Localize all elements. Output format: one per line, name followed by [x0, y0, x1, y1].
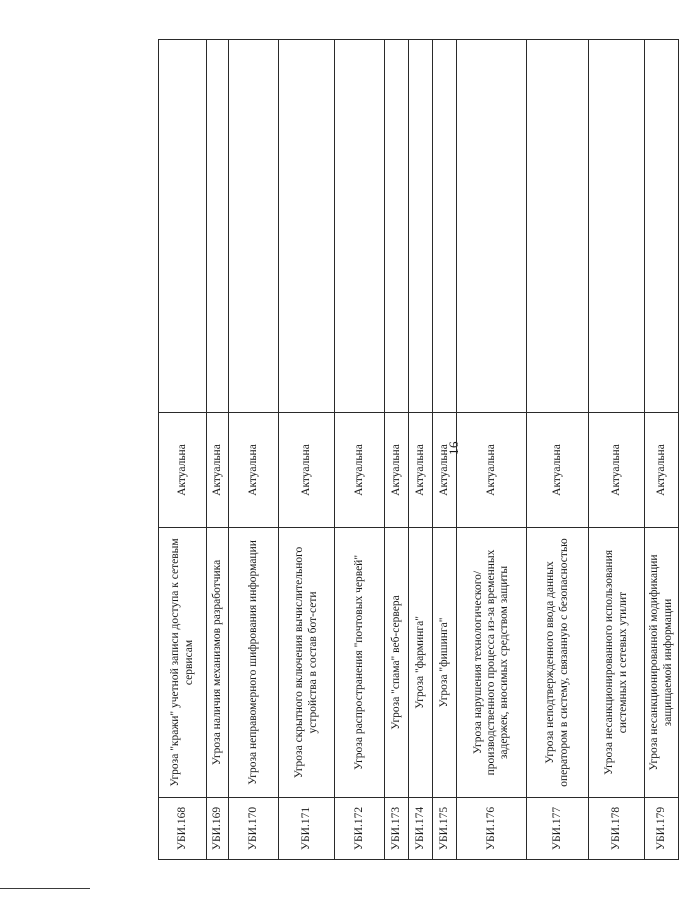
- empty-cell: [229, 40, 279, 413]
- threat-name: Угроза распространения "почтовых червей": [335, 528, 385, 798]
- empty-cell: [457, 40, 527, 413]
- threat-status: Актуальна: [335, 413, 385, 528]
- threat-id: УБИ.177: [527, 798, 589, 860]
- table-row: [645, 40, 679, 860]
- threat-id: УБИ.170: [229, 798, 279, 860]
- threat-id: УБИ.169: [207, 798, 229, 860]
- threat-status: Актуальна: [409, 413, 433, 528]
- threat-status: Актуальна: [589, 413, 645, 528]
- table-row: [457, 40, 527, 860]
- table-row: [229, 40, 279, 860]
- threat-name: Угроза наличия механизмов разработчика: [207, 528, 229, 798]
- page-number: 16: [446, 441, 461, 455]
- threat-status: Актуальна: [527, 413, 589, 528]
- threat-name: Угроза скрытного включения вычислительного устройства в состав бот-сети: [279, 528, 335, 798]
- threat-status: Актуальна: [433, 413, 457, 528]
- threat-status: Актуальна: [279, 413, 335, 528]
- threat-name: Угроза "кражи" учетной записи доступа к сетевым сервисам: [159, 528, 207, 798]
- empty-cell: [159, 40, 207, 413]
- threat-name: Угроза несанкционированной модификации защищаемой информации: [645, 528, 679, 798]
- empty-cell: [433, 40, 457, 413]
- table-row: [385, 40, 409, 860]
- table-row: [335, 40, 385, 860]
- threat-name: Угроза несанкционированного использования системных и сетевых утилит: [589, 528, 645, 798]
- empty-cell: [409, 40, 433, 413]
- empty-cell: [335, 40, 385, 413]
- threat-id: УБИ.179: [645, 798, 679, 860]
- threat-id: УБИ.174: [409, 798, 433, 860]
- empty-cell: [589, 40, 645, 413]
- threat-name: Угроза нарушения технологического/производственного процесса из-за временных задержек, вносимых средством защиты: [457, 528, 527, 798]
- threat-name: Угроза неправомерного шифрования информации: [229, 528, 279, 798]
- threat-status: Актуальна: [457, 413, 527, 528]
- threats-table: [158, 39, 679, 860]
- empty-cell: [207, 40, 229, 413]
- table-row: [279, 40, 335, 860]
- threat-status: Актуальна: [159, 413, 207, 528]
- threat-status: Актуальна: [229, 413, 279, 528]
- threats-table-container: [158, 40, 678, 860]
- table-row: [589, 40, 645, 860]
- empty-cell: [527, 40, 589, 413]
- table-row: [207, 40, 229, 860]
- empty-cell: [645, 40, 679, 413]
- table-row: [409, 40, 433, 860]
- threat-id: УБИ.175: [433, 798, 457, 860]
- footnote-rule: [0, 888, 90, 889]
- table-row: [527, 40, 589, 860]
- threat-name: Угроза неподтвержденного ввода данных оператором в систему, связанную с безопасностью: [527, 528, 589, 798]
- threat-id: УБИ.171: [279, 798, 335, 860]
- empty-cell: [385, 40, 409, 413]
- threat-name: Угроза "фарминга": [409, 528, 433, 798]
- threat-id: УБИ.176: [457, 798, 527, 860]
- threat-id: УБИ.173: [385, 798, 409, 860]
- threat-status: Актуальна: [385, 413, 409, 528]
- table-row: [433, 40, 457, 860]
- threat-id: УБИ.178: [589, 798, 645, 860]
- threat-id: УБИ.172: [335, 798, 385, 860]
- table-row: [159, 40, 207, 860]
- threat-name: Угроза "фишинга": [433, 528, 457, 798]
- threat-id: УБИ.168: [159, 798, 207, 860]
- threat-status: Актуальна: [207, 413, 229, 528]
- threat-name: Угроза "спама" веб-сервера: [385, 528, 409, 798]
- threat-status: Актуальна: [645, 413, 679, 528]
- empty-cell: [279, 40, 335, 413]
